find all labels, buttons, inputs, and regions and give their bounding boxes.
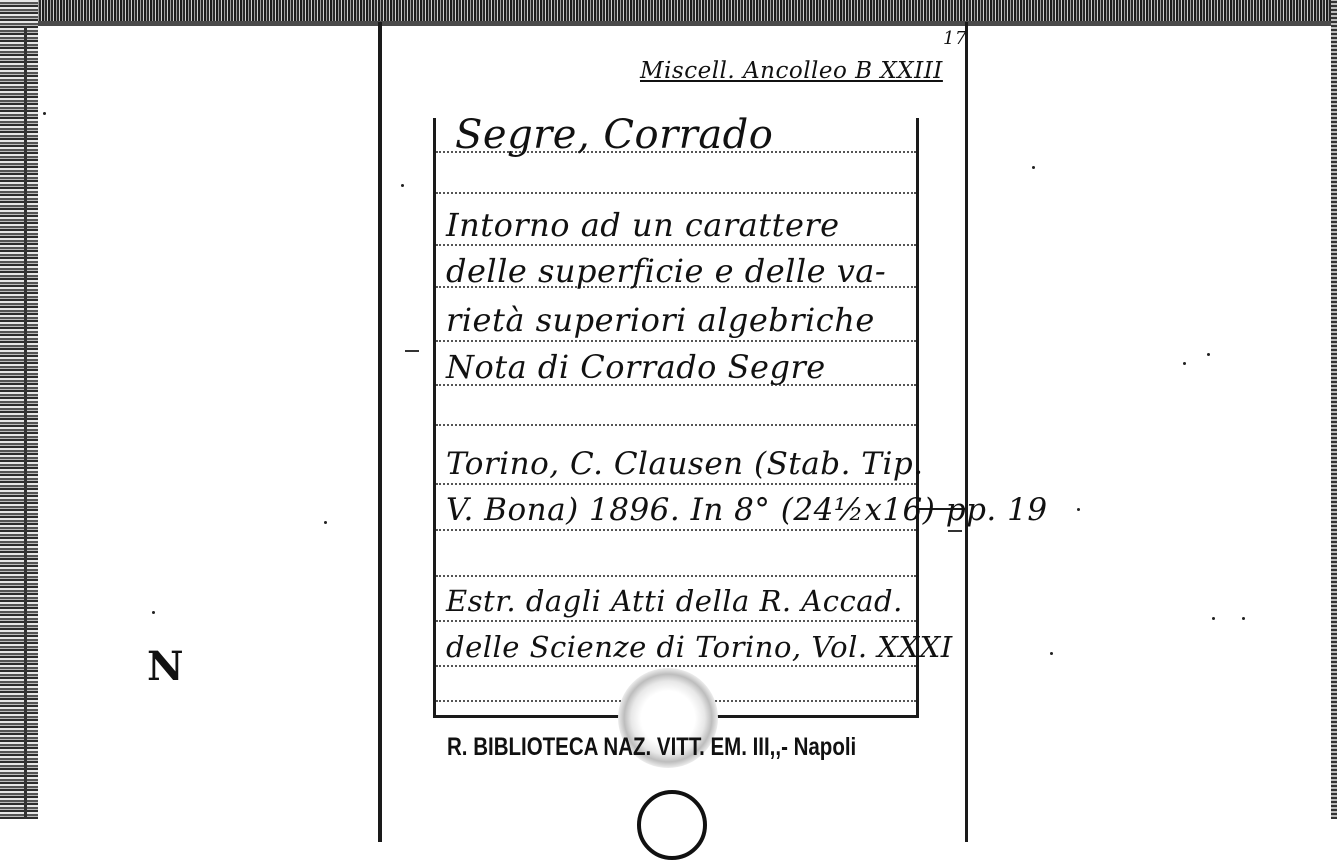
bottom-hole-arc — [637, 790, 707, 860]
scan-speck — [43, 112, 46, 115]
scan-left-edge — [0, 0, 38, 819]
left-margin-mark: N — [147, 643, 184, 690]
margin-tick — [948, 530, 962, 532]
scan-speck — [1183, 362, 1186, 365]
extract-line: delle Scienze di Torino, Vol. XXXI — [446, 630, 953, 664]
corner-number: 17 — [943, 28, 967, 49]
scan-right-edge — [1331, 0, 1337, 819]
ruled-line — [436, 529, 916, 531]
extract-line: Estr. dagli Atti della R. Accad. — [446, 584, 903, 618]
ruled-line — [436, 575, 916, 577]
library-stamp: R. BIBLIOTECA NAZ. VITT. EM. III,,- Napoli — [447, 733, 857, 761]
title-line: Nota di Corrado Segre — [446, 348, 826, 386]
author-heading: Segre, Corrado — [455, 112, 774, 158]
imprint-line: V. Bona) 1896. In 8° (24½x16) pp. 19 — [446, 492, 1048, 528]
ruled-line — [436, 665, 916, 667]
scan-speck — [1212, 617, 1215, 620]
shelfmark: Miscell. Ancolleo B XXIII — [640, 58, 943, 84]
scan-speck — [1050, 652, 1053, 655]
title-line: Intorno ad un carattere — [446, 206, 840, 244]
scan-speck — [1032, 166, 1035, 169]
ruled-line — [436, 424, 916, 426]
ruled-line — [436, 340, 916, 342]
ruled-line — [436, 192, 916, 194]
ruled-line — [436, 620, 916, 622]
imprint-line: Torino, C. Clausen (Stab. Tip. — [446, 446, 924, 482]
scan-speck — [152, 611, 155, 614]
ruled-line — [436, 244, 916, 246]
scan-speck — [1242, 617, 1245, 620]
scan-speck — [324, 521, 327, 524]
margin-tick — [405, 350, 419, 352]
ruled-line — [436, 483, 916, 485]
scan-speck — [1207, 353, 1210, 356]
title-line: delle superficie e delle va- — [446, 252, 887, 290]
scan-speck — [1077, 508, 1080, 511]
title-line: rietà superiori algebriche — [446, 301, 875, 339]
scan-left-line — [24, 26, 27, 819]
